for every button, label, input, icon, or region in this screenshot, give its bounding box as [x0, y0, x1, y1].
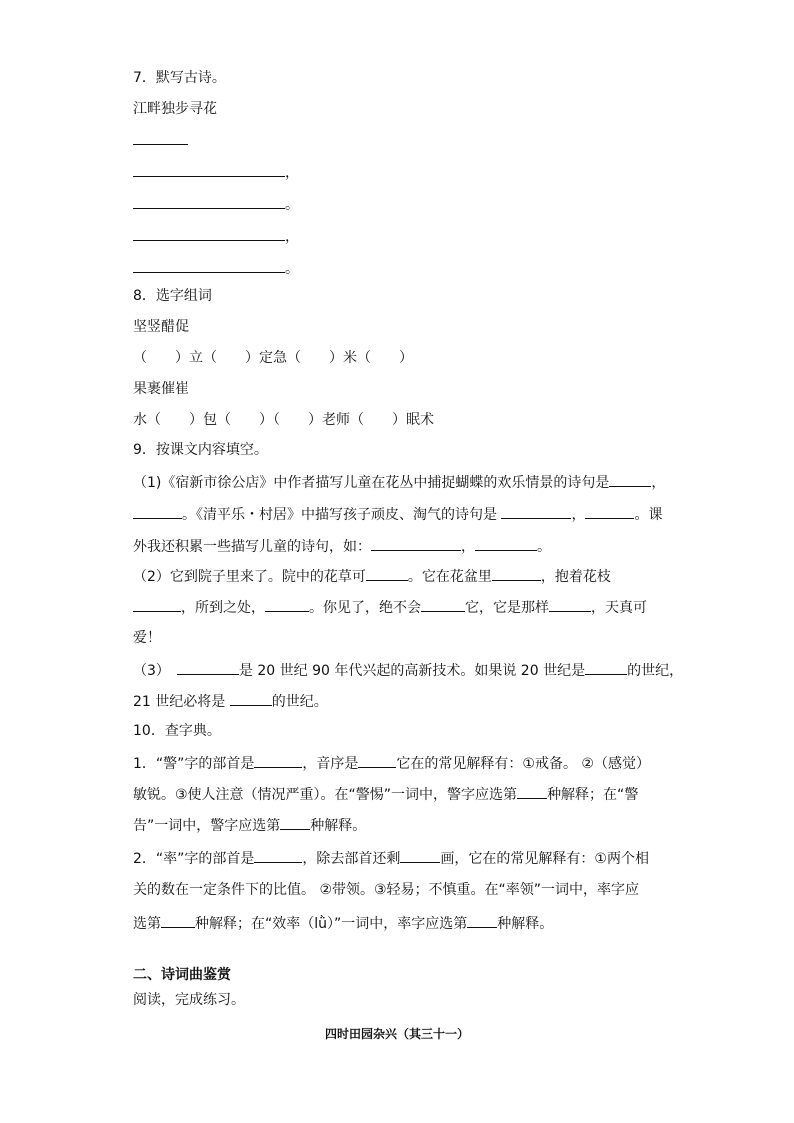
text: 种解释。 [497, 916, 554, 932]
answer-blank[interactable] [400, 848, 440, 863]
answer-blank[interactable] [585, 504, 634, 519]
answer-blank[interactable] [177, 660, 239, 675]
text: 1．“警”字的部首是 [133, 756, 255, 772]
answer-blank[interactable] [133, 504, 182, 519]
q9-s1-line1 [133, 472, 665, 493]
section2-instruction: 阅读，完成练习。 [133, 992, 245, 1008]
answer-blank[interactable] [609, 472, 651, 487]
text: 它，它是那样 [465, 600, 549, 616]
q10-i1-line1 [133, 753, 650, 774]
text: ，天真可 [591, 600, 647, 616]
text: 它在的常见解释有：①戒备。 ②（感觉） [396, 756, 650, 772]
answer-blank[interactable] [280, 815, 310, 830]
answer-blank[interactable] [230, 691, 272, 706]
text: （1)《宿新市徐公店》中作者描写儿童在花丛中捕捉蝴蝶的欢乐情景的诗句是 [133, 475, 610, 491]
q7-line-3 [133, 226, 299, 247]
answer-blank[interactable] [549, 597, 591, 612]
text: ，所到之处， [181, 600, 265, 616]
q8-group1-blanks: （ ）立（ ）定急（ ）米（ ） [133, 350, 413, 366]
answer-blank[interactable] [585, 660, 627, 675]
answer-blank[interactable] [161, 913, 195, 928]
answer-blank[interactable] [492, 566, 541, 581]
q9-s2-line1 [133, 566, 611, 587]
q7-poem-title: 江畔独步寻花 [133, 101, 217, 117]
answer-blank[interactable] [358, 753, 396, 768]
text: 种解释；在“效率（lǜ）”一词中，率字应选第 [195, 916, 468, 932]
punct: ， [285, 165, 299, 181]
answer-blank[interactable] [254, 753, 302, 768]
text: 。课 [634, 507, 663, 523]
q10-i2-line2: 关的数在一定条件下的比值。 ②带领。③轻易；不慎重。在“率领”一词中，率字应 [133, 882, 640, 898]
answer-blank[interactable] [265, 597, 309, 612]
q9-s3-line1 [133, 660, 683, 681]
answer-blank[interactable] [133, 162, 285, 177]
answer-blank[interactable] [501, 504, 571, 519]
text: 的世纪。 [271, 694, 328, 710]
text: 。《清平乐・村居》中描写孩子顽皮、淘气的诗句是 [182, 507, 502, 523]
text: ， [571, 507, 586, 523]
text: （3） [133, 663, 177, 679]
text: 告”一词中，警字应选第 [133, 818, 281, 834]
answer-blank[interactable] [467, 913, 497, 928]
q10-title: 10．查字典。 [133, 723, 221, 739]
q9-title: 9．按课文内容填空。 [133, 442, 268, 458]
text: 画，它在的常见解释有：①两个相 [440, 851, 649, 867]
q7-line-2 [133, 194, 299, 215]
page-footer: 四时田园杂兴（其三十一） [324, 1027, 469, 1041]
q9-s2-line3: 爱！ [133, 630, 161, 646]
q10-i2-line3 [133, 913, 553, 934]
q8-group1-chars: 坚竖醋促 [133, 319, 189, 335]
q9-s2-line2 [133, 597, 647, 618]
answer-blank[interactable] [475, 536, 537, 551]
text: （2）它到院子里来了。院中的花草可 [133, 569, 366, 585]
answer-blank[interactable] [133, 597, 181, 612]
q7-line-4 [133, 258, 299, 279]
q8-title: 8．选字组词 [133, 288, 212, 304]
q10-i1-line3 [133, 815, 366, 836]
text: ， [651, 475, 666, 491]
q7-line-1 [133, 162, 299, 183]
text: ，除去部首还剩 [302, 851, 401, 867]
q9-s1-line2 [133, 504, 662, 525]
text: 外我还积累一些描写儿童的诗句，如： [133, 539, 371, 555]
text: 敏锐。③使人注意（情况严重）。在“警惕”一词中，警字应选第 [133, 787, 518, 803]
punct: 。 [285, 261, 299, 277]
answer-blank[interactable] [133, 258, 285, 273]
answer-blank[interactable] [133, 130, 188, 145]
q10-i1-line2 [133, 784, 638, 805]
text: ，抱着花枝 [540, 569, 611, 585]
text: 21 世纪必将是 [133, 694, 230, 710]
text: 种解释。 [310, 818, 367, 834]
answer-blank[interactable] [517, 784, 547, 799]
q8-group2-blanks: 水（ ）包（ ）（ ）老师（ ）眠术 [133, 412, 434, 428]
answer-blank[interactable] [371, 536, 461, 551]
text: 2．“率”字的部首是 [133, 851, 255, 867]
q7-title: 7．默写古诗。 [133, 70, 226, 86]
q9-s1-line3 [133, 536, 551, 557]
answer-blank[interactable] [366, 566, 408, 581]
text: 的世纪， [627, 663, 684, 679]
text: 选第 [133, 916, 161, 932]
q8-group2-chars: 果裹催崔 [133, 381, 189, 397]
q9-s3-line2 [133, 691, 328, 712]
answer-blank[interactable] [421, 597, 465, 612]
text: 。你见了，绝不会 [309, 600, 421, 616]
text: 是 20 世纪 90 年代兴起的高新技术。如果说 20 世纪是 [238, 663, 586, 679]
section2-heading: 二、诗词曲鉴赏 [133, 967, 231, 983]
punct: ， [285, 229, 299, 245]
q10-i2-line1 [133, 848, 649, 869]
answer-blank[interactable] [133, 194, 285, 209]
text: 。它在花盆里 [407, 569, 492, 585]
text: ，音序是 [302, 756, 359, 772]
text: ， [461, 539, 475, 555]
text: 。 [537, 539, 551, 555]
punct: 。 [285, 197, 299, 213]
answer-blank[interactable] [133, 226, 285, 241]
text: 种解释；在“警 [547, 787, 639, 803]
q7-author-blank [133, 130, 188, 151]
answer-blank[interactable] [254, 848, 302, 863]
